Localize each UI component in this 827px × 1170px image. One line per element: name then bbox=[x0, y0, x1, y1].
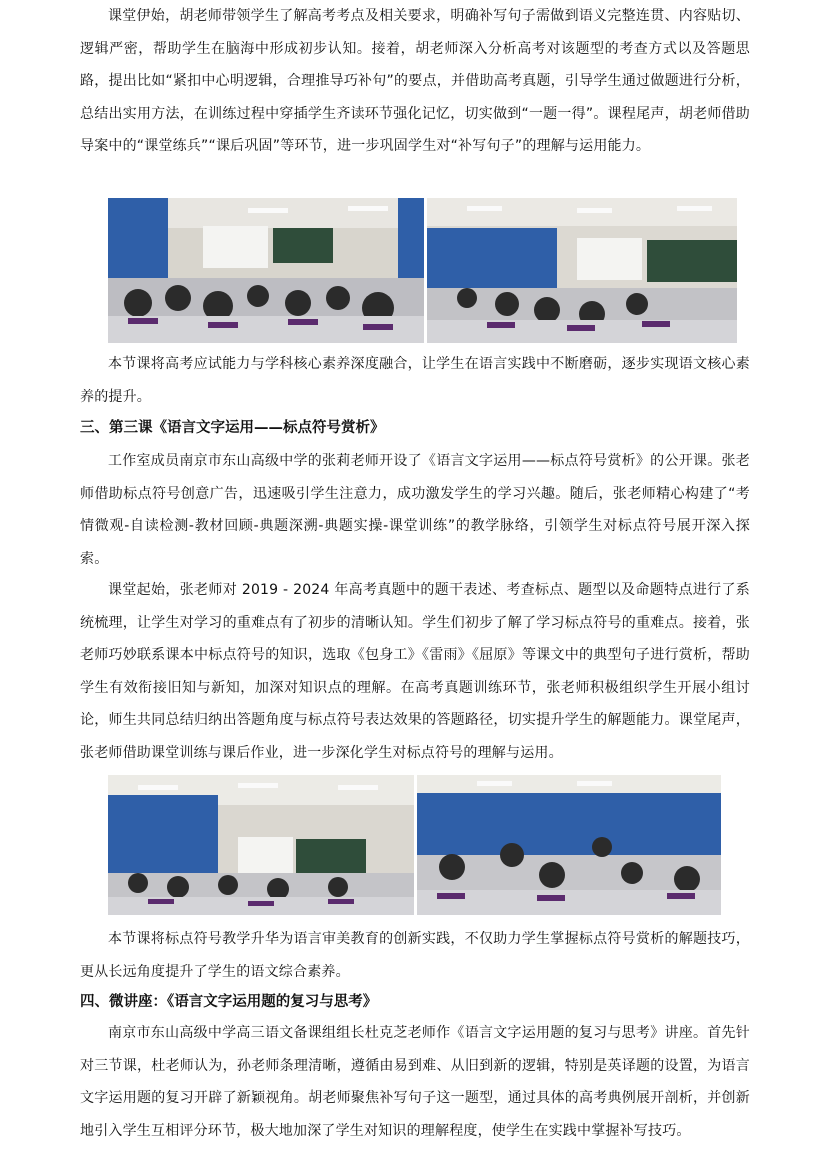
paragraph-section4-lecture: 南京市东山高级中学高三语文备课组组长杜克芝老师作《语言文字运用题的复习与思考》讲座。首先针对三节课，杜老师认为，孙老师条理清晰，遵循由易到难、从旧到新的逻辑，特别是英译题的设置，为语言文字运用题的复习开辟了新颖视角。胡老师聚焦补写句子这一题型，通过具体的高考典例展开剖析，并创新地引入学生互相评分环节，极大地加深了学生对知识的理解程度，使学生在实践中掌握补写技巧。 bbox=[80, 1025, 750, 1139]
classroom-photo-1 bbox=[108, 198, 424, 343]
paragraph-section3-process: 课堂起始，张老师对 2019 - 2024 年高考真题中的题干表述、考查标点、题型以及命题特点进行了系统梳理，让学生对学习的重难点有了初步的清晰认知。学生们初步了解了学习标点符号的重难点。接着，张老师巧妙联系课本中标点符号的知识，选取《包身工》《雷雨》《屈原》等课文中的典型句子进行赏析，帮助学生有效衔接旧知与新知，加深对知识点的理解。在高考真题训练环节，张老师积极组织学生开展小组讨论，师生共同总结归纳出答题角度与标点符号表达效果的答题路径，切实提升学生的解题能力。课堂尾声，张老师借助课堂训练与课后作业，进一步深化学生对标点符号的理解与运用。 bbox=[80, 582, 750, 761]
section4-heading: 四、微讲座：《语言文字运用题的复习与思考》 bbox=[80, 994, 378, 1010]
section3-heading: 三、第三课《语言文字运用——标点符号赏析》 bbox=[80, 420, 385, 436]
classroom-photo-4 bbox=[417, 775, 721, 915]
paragraph-section2-classroom: 课堂伊始，胡老师带领学生了解高考考点及相关要求，明确补写句子需做到语义完整连贯、内容贴切、逻辑严密，帮助学生在脑海中形成初步认知。接着，胡老师深入分析高考对该题型的考查方式以及答题思路，提出比如“紧扣中心明逻辑，合理推导巧补句”的要点，并借助高考真题，引导学生通过做题进行分析，总结出实用方法，在训练过程中穿插学生齐读环节强化记忆，切实做到“一题一得”。课程尾声，胡老师借助导案中的“课堂练兵”“课后巩固”等环节，进一步巩固学生对“补写句子”的理解与运用能力。 bbox=[80, 8, 750, 154]
paragraph-section2-summary: 本节课将高考应试能力与学科核心素养深度融合，让学生在语言实践中不断磨砺，逐步实现语文核心素养的提升。 bbox=[80, 356, 750, 405]
photo-row-1 bbox=[108, 198, 737, 343]
classroom-photo-3 bbox=[108, 775, 414, 915]
paragraph-section3-intro: 工作室成员南京市东山高级中学的张莉老师开设了《语言文字运用——标点符号赏析》的公开课。张老师借助标点符号创意广告，迅速吸引学生注意力，成功激发学生的学习兴趣。随后，张老师精心构建了“考情微观-自读检测-教材回顾-典题深溯-典题实操-课堂训练”的教学脉络，引领学生对标点符号展开深入探索。 bbox=[80, 453, 750, 567]
classroom-photo-2 bbox=[427, 198, 737, 343]
paragraph-section3-summary: 本节课将标点符号教学升华为语言审美教育的创新实践，不仅助力学生掌握标点符号赏析的解题技巧，更从长远角度提升了学生的语文综合素养。 bbox=[80, 931, 750, 980]
photo-row-2 bbox=[108, 775, 721, 915]
